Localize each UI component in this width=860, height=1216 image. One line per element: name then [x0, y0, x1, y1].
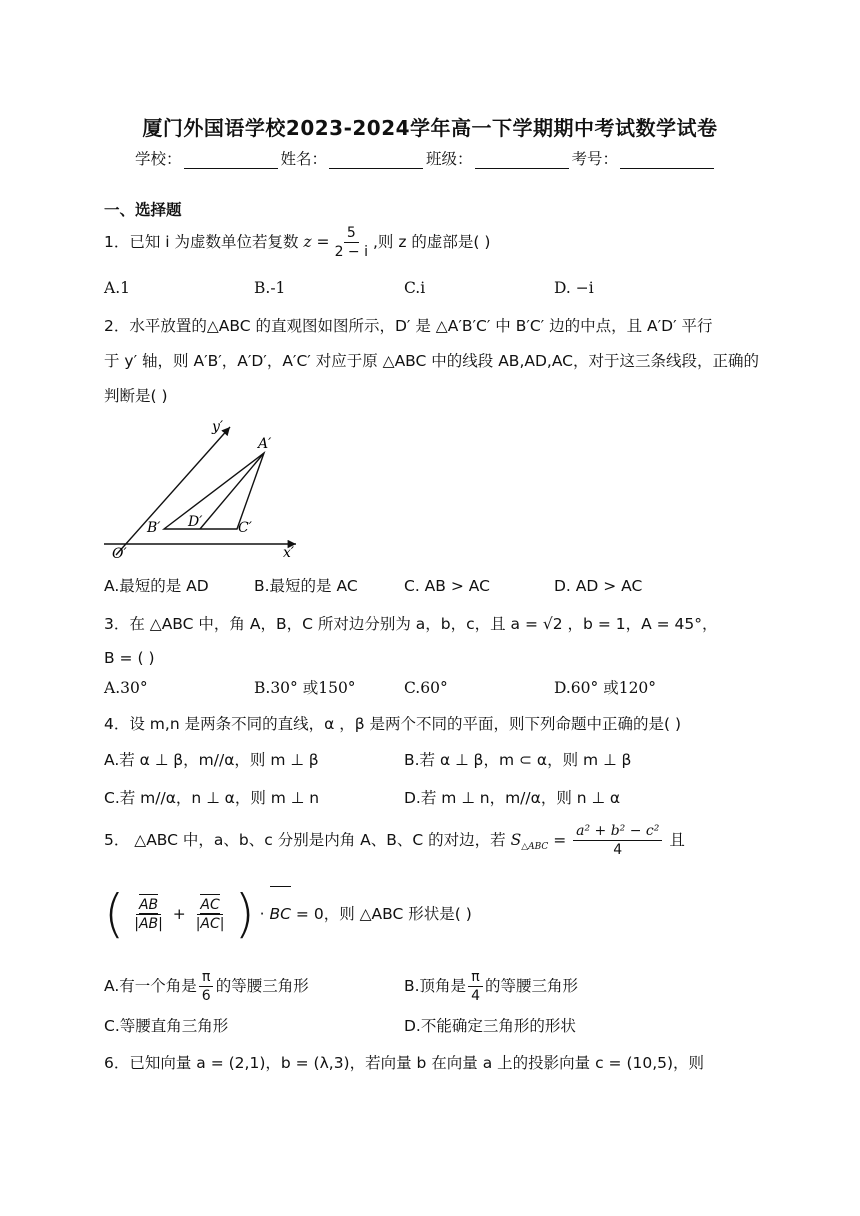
- q5-option-d[interactable]: D.不能确定三角形的形状: [404, 1017, 576, 1035]
- name-field[interactable]: [281, 147, 424, 169]
- q5-opt-a-frac: [199, 968, 214, 1005]
- page-title: 厦门外国语学校2023-2024学年高一下学期期中考试数学试卷: [142, 116, 718, 140]
- q1-expr: z =: [303, 233, 330, 251]
- q2-option-a[interactable]: A.最短的是 AD: [104, 577, 209, 595]
- q1-frac-num: 5: [344, 224, 359, 243]
- q1-option-a[interactable]: A.1: [104, 279, 130, 297]
- school-field[interactable]: [135, 147, 278, 169]
- q4-option-a[interactable]: A.若 α ⊥ β，m//α，则 m ⊥ β: [104, 751, 319, 769]
- question-5-line-1: 5． △ABC 中，a、b、c 分别是内角 A、B、C 的对边，若 $S_{\triangle ABC}$ = $\frac{\text{a² + b² − c²}}{4}$ 且: [104, 823, 685, 858]
- q5-opt-a-num: π: [199, 968, 213, 987]
- q5-option-b[interactable]: [404, 968, 578, 1005]
- triangle: [164, 453, 264, 529]
- q5-left-paren: (: [104, 884, 125, 945]
- question-4-line-1: 4．设 m,n 是两条不同的直线，α ，β 是两个不同的平面，则下列命题中正确的是( ): [104, 715, 682, 733]
- school-blank[interactable]: [184, 154, 278, 169]
- exam-number-label: 考号：: [571, 150, 619, 168]
- q1-frac-den: 2 − i: [334, 244, 368, 260]
- q1-option-b[interactable]: B.-1: [254, 279, 286, 297]
- q2-option-b[interactable]: B.最短的是 AC: [254, 577, 358, 595]
- q5-s-label: S: [510, 831, 522, 849]
- q5-vec-ac: AC: [200, 897, 220, 913]
- q5-area-symbol: [510, 831, 549, 853]
- q4-option-d[interactable]: D.若 m ⊥ n，m//α，则 n ⊥ α: [404, 789, 621, 807]
- origin-label: O′: [112, 546, 127, 562]
- question-6-line-1: 6．已知向量 a = (2,1)，b = (λ,3)，若向量 b 在向量 a 上的投影向量 c = (10,5)，则: [104, 1054, 705, 1072]
- q2-option-c[interactable]: C. AB > AC: [404, 577, 490, 595]
- class-blank[interactable]: [475, 154, 569, 169]
- q5-cond-tail: = 0，则 △ABC 形状是( ): [295, 905, 472, 923]
- q4-option-b[interactable]: B.若 α ⊥ β，m ⊂ α，则 m ⊥ β: [404, 751, 632, 769]
- q1-option-c[interactable]: C.i: [404, 279, 426, 297]
- q5-opt-b-frac: [468, 968, 483, 1005]
- x-label: x′: [283, 545, 295, 561]
- q5-opt-a-den: 6: [201, 988, 211, 1004]
- q5-opt-b-den: 4: [471, 988, 480, 1004]
- q1-fraction: [332, 224, 371, 261]
- y-label: y′: [212, 419, 224, 435]
- exam-number-blank[interactable]: [620, 154, 714, 169]
- q5-opt-a-pre: A.有一个角是: [104, 977, 197, 995]
- point-b-label: B′: [147, 520, 161, 536]
- name-label: 姓名：: [280, 150, 328, 168]
- point-a-label: A′: [258, 436, 272, 452]
- point-c-label: C′: [238, 520, 252, 536]
- q3-option-c[interactable]: C.60°: [404, 679, 448, 697]
- question-3-line-1: 3．在 △ABC 中，角 A，B，C 所对边分别为 a，b，c，且 a = √2 ，b = 1，A = 45°，: [104, 615, 718, 633]
- class-field[interactable]: [426, 147, 569, 169]
- q5-text-b: 且: [669, 831, 685, 849]
- q5-fraction: [573, 822, 662, 859]
- school-label: 学校：: [135, 150, 182, 168]
- q5-option-c[interactable]: C.等腰直角三角形: [104, 1017, 229, 1035]
- q4-option-c[interactable]: C.若 m//α，n ⊥ α，则 m ⊥ n: [104, 789, 320, 807]
- section-title: 一、选择题: [104, 201, 182, 219]
- q5-right-paren: ): [234, 884, 255, 945]
- exam-number-field[interactable]: [572, 147, 715, 169]
- q1-option-d[interactable]: D. −i: [554, 279, 594, 297]
- q5-unit-vector-ab: $\frac{AB}{|AB|}$: [134, 897, 163, 932]
- q3-option-a[interactable]: A.30°: [104, 679, 148, 697]
- student-info-line: [135, 147, 717, 169]
- q5-opt-b-num: π: [468, 968, 482, 987]
- q3-option-d[interactable]: D.60° 或120°: [554, 679, 657, 697]
- question-3-line-2: B = ( ): [104, 649, 155, 667]
- q5-frac-num: a² + b² − c²: [573, 822, 662, 841]
- point-d-label: D′: [188, 514, 203, 530]
- q5-vec-ab-den: AB: [138, 916, 159, 932]
- q3-option-b[interactable]: B.30° 或150°: [254, 679, 356, 697]
- q2-option-d[interactable]: D. AD > AC: [554, 577, 643, 595]
- q1-text-b: ,则 z 的虚部是( ): [373, 233, 491, 251]
- q1-text-a: 1．已知 i 为虚数单位若复数: [104, 233, 299, 251]
- name-blank[interactable]: [329, 154, 423, 169]
- q5-text-a: 5． △ABC 中，a、b、c 分别是内角 A、B、C 的对边，若: [104, 831, 506, 849]
- q5-opt-a-post: 的等腰三角形: [215, 977, 309, 995]
- q5-frac-den: 4: [613, 842, 623, 858]
- q5-vec-ab: AB: [138, 897, 159, 913]
- question-5-line-2: ( $\frac{AB}{|AB|}$ + $\frac{AC}{|AC|}$ ) · BC = 0，则 △ABC 形状是( ): [104, 884, 472, 945]
- class-label: 班级：: [426, 150, 473, 168]
- question-2-line-3: 判断是( ): [104, 387, 168, 405]
- median-line: [200, 453, 264, 529]
- q5-opt-b-post: 的等腰三角形: [484, 977, 578, 995]
- q5-s-sub: △ABC: [521, 842, 549, 853]
- q5-option-a[interactable]: [104, 968, 309, 1005]
- q5-unit-vector-ac: $\frac{AC}{|AC|}$: [195, 897, 225, 932]
- q5-vec-bc: BC: [270, 888, 291, 940]
- q5-vec-ac-den: AC: [200, 916, 220, 932]
- question-1-stem: [104, 224, 490, 261]
- oblique-projection-figure: [100, 415, 310, 565]
- question-2-line-2: 于 y′ 轴，则 A′B′，A′D′，A′C′ 对应于原 △ABC 中的线段 AB,AD,AC，对于这三条线段，正确的: [104, 352, 759, 370]
- q5-opt-b-pre: B.顶角是: [404, 977, 467, 995]
- question-2-line-1: 2．水平放置的△ABC 的直观图如图所示，D′ 是 △A′B′C′ 中 B′C′ 边的中点，且 A′D′ 平行: [104, 317, 713, 335]
